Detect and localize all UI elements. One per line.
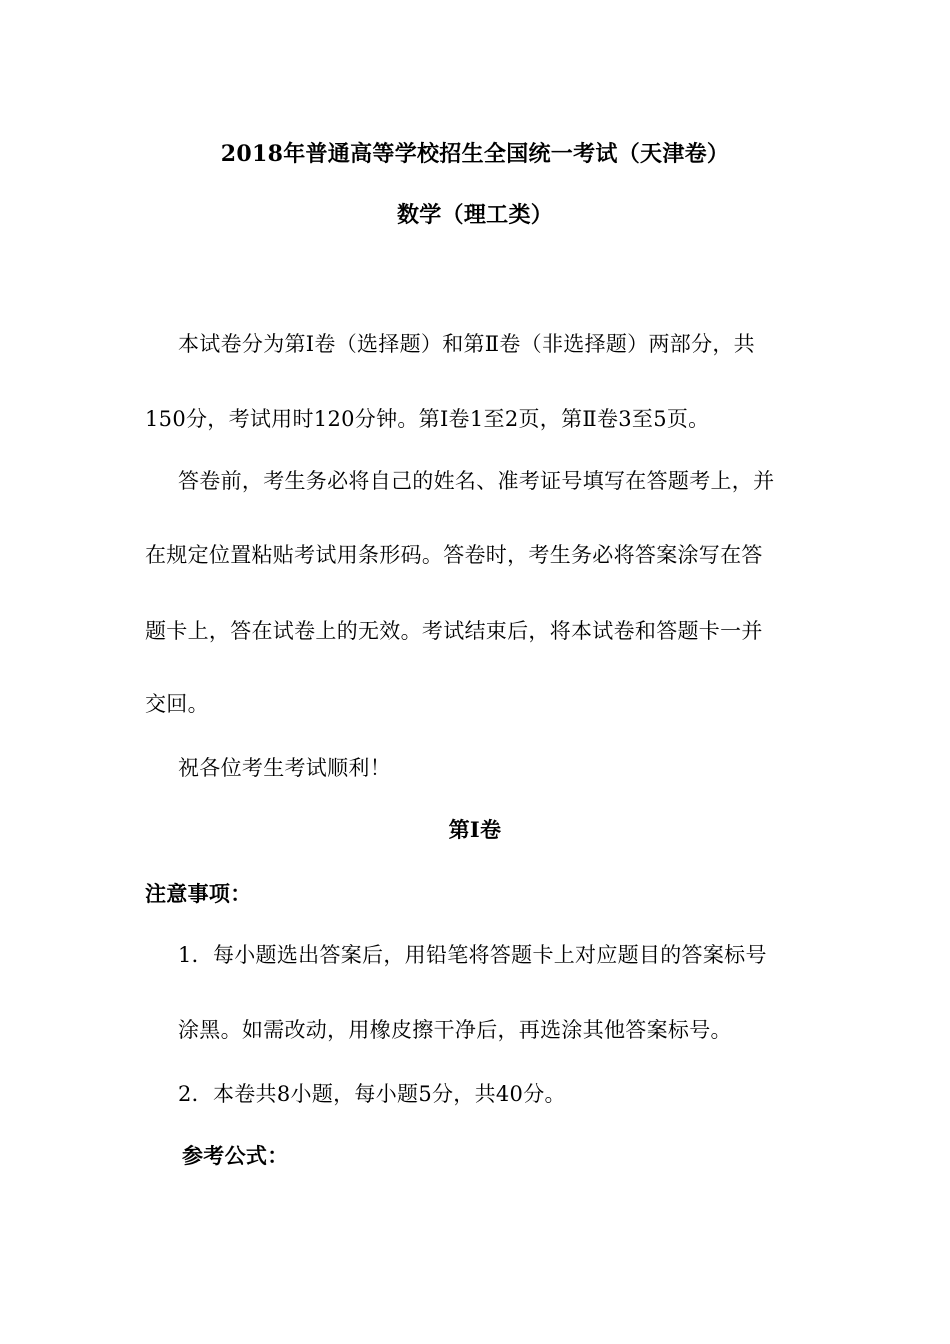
exam-subtitle: 数学（理工类） [396,202,554,228]
notice-label: 注意事项： [145,881,252,906]
notice-item-1-line-2: 涂黑。如需改动，用橡皮擦干净后，再选涂其他答案标号。 [178,1018,732,1042]
notice-item-1-line-1: 1．每小题选出答案后，用铅笔将答题卡上对应题目的答案标号 [178,943,767,967]
notice-item-2: 2．本卷共8小题，每小题5分，共40分。 [178,1082,566,1106]
intro-paragraph-2-line-4: 交回。 [145,692,209,716]
intro-paragraph-2-line-1: 答卷前，考生务必将自己的姓名、准考证号填写在答题考上，并 [178,469,775,493]
section-heading: 第Ⅰ卷 [448,817,502,842]
intro-paragraph-1-line-1: 本试卷分为第Ⅰ卷（选择题）和第Ⅱ卷（非选择题）两部分，共 [178,332,755,356]
formula-label: 参考公式： [182,1143,289,1168]
intro-paragraph-1-line-2: 150分，考试用时120分钟。第Ⅰ卷1至2页，第Ⅱ卷3至5页。 [145,407,710,431]
intro-paragraph-3: 祝各位考生考试顺利！ [178,756,391,780]
intro-paragraph-2-line-2: 在规定位置粘贴考试用条形码。答卷时，考生务必将答案涂写在答 [145,543,763,567]
intro-paragraph-2-line-3: 题卡上，答在试卷上的无效。考试结束后，将本试卷和答题卡一并 [145,619,763,643]
exam-title: 2018年普通高等学校招生全国统一考试（天津卷） [220,141,730,167]
